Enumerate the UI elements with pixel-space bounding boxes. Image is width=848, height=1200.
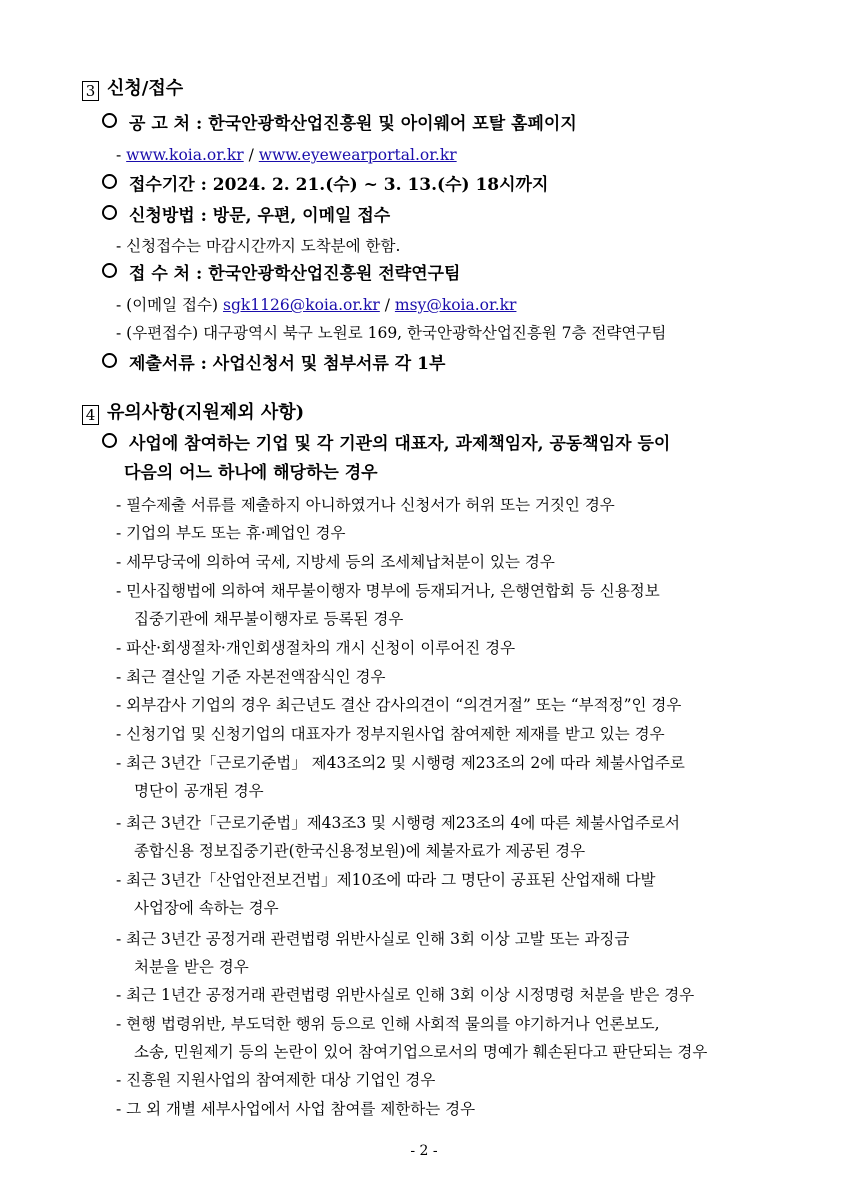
list-item: - 민사집행법에 의하여 채무불이행자 명부에 등재되거나, 은행연합회 등 신용정보 — [116, 582, 660, 600]
list-item: - 최근 3년간 공정거래 관련법령 위반사실로 인해 3회 이상 고발 또는 과징금 — [116, 930, 630, 948]
list-item: - 외부감사 기업의 경우 최근년도 결산 감사의견이 “의견거절” 또는 “부적정”인 경우 — [116, 696, 682, 714]
exclusion-bullet: 사업에 참여하는 기업 및 각 기관의 대표자, 과제책임자, 공동책임자 등이 — [102, 433, 670, 455]
list-item-cont: 종합신용 정보집중기관(한국신용정보원)에 체불자료가 제공된 경우 — [134, 842, 586, 860]
list-item: - 최근 결산일 기준 자본전액잠식인 경우 — [116, 668, 386, 686]
period-item: 접수기간 : 2024. 2. 21.(수) ~ 3. 13.(수) 18시까지 — [102, 174, 548, 196]
docs-item: 제출서류 : 사업신청서 및 첨부서류 각 1부 — [102, 353, 445, 375]
circle-bullet-icon — [102, 263, 117, 278]
circle-bullet-icon — [102, 113, 117, 128]
circle-bullet-icon — [102, 174, 117, 189]
exclusion-bullet-cont: 다음의 어느 하나에 해당하는 경우 — [124, 463, 378, 483]
page-number: - 2 - — [410, 1143, 438, 1159]
list-item: - 현행 법령위반, 부도덕한 행위 등으로 인해 사회적 물의를 야기하거나 언론보도, — [116, 1015, 660, 1033]
list-item: - 최근 3년간「산업안전보건법」제10조에 따라 그 명단이 공표된 산업재해 다발 — [116, 871, 656, 889]
list-item-cont: 처분을 받은 경우 — [134, 958, 249, 976]
method-item: 신청방법 : 방문, 우편, 이메일 접수 — [102, 205, 390, 227]
eyewearportal-link[interactable]: www.eyewearportal.or.kr — [258, 146, 457, 164]
list-item: - 진흥원 지원사업의 참여제한 대상 기업인 경우 — [116, 1071, 436, 1089]
list-item-cont: 명단이 공개된 경우 — [134, 782, 264, 800]
list-item: - 신청기업 및 신청기업의 대표자가 정부지원사업 참여제한 제재를 받고 있는 경우 — [116, 725, 665, 743]
list-item: - 필수제출 서류를 제출하지 아니하였거나 신청서가 허위 또는 거짓인 경우 — [116, 496, 615, 514]
list-item-cont: 사업장에 속하는 경우 — [134, 899, 279, 917]
email-contact: - (이메일 접수) sgk1126@koia.or.kr / msy@koia.or.kr — [116, 296, 517, 314]
list-item: - 최근 3년간「근로기준법」 제43조의2 및 시행령 제23조의 2에 따라 체불사업주로 — [116, 754, 685, 772]
announce-item: 공 고 처 : 한국안광학산업진흥원 및 아이웨어 포탈 홈페이지 — [102, 113, 577, 135]
circle-bullet-icon — [102, 433, 117, 448]
section-3-heading — [82, 78, 183, 101]
circle-bullet-icon — [102, 205, 117, 220]
list-item: - 기업의 부도 또는 휴·폐업인 경우 — [116, 524, 346, 542]
section-title: 유의사항(지원제외 사항) — [107, 402, 305, 423]
list-item: - 최근 1년간 공정거래 관련법령 위반사실로 인해 3회 이상 시정명령 처분을 받은 경우 — [116, 986, 695, 1004]
method-note: - 신청접수는 마감시간까지 도착분에 한함. — [116, 237, 401, 255]
announce-links: - www.koia.or.kr / www.eyewearportal.or.kr — [116, 146, 457, 164]
email-link-msy[interactable]: msy@koia.or.kr — [394, 296, 517, 314]
list-item-cont: 집중기관에 채무불이행자로 등록된 경우 — [134, 610, 404, 628]
contact-item: 접 수 처 : 한국안광학산업진흥원 전략연구팀 — [102, 263, 460, 285]
section-number: 4 — [82, 405, 99, 425]
koia-link[interactable]: www.koia.or.kr — [126, 146, 244, 164]
list-item: - 세무당국에 의하여 국세, 지방세 등의 조세체납처분이 있는 경우 — [116, 553, 555, 571]
list-item: - 그 외 개별 세부사업에서 사업 참여를 제한하는 경우 — [116, 1100, 476, 1118]
section-4-heading — [82, 402, 304, 425]
list-item: - 파산·회생절차·개인회생절차의 개시 신청이 이루어진 경우 — [116, 639, 516, 657]
circle-bullet-icon — [102, 353, 117, 368]
section-title: 신청/접수 — [107, 78, 184, 99]
section-number: 3 — [82, 81, 99, 101]
email-link-sgk[interactable]: sgk1126@koia.or.kr — [222, 296, 380, 314]
post-address: - (우편접수) 대구광역시 북구 노원로 169, 한국안광학산업진흥원 7층 전략연구팀 — [116, 324, 667, 342]
list-item-cont: 소송, 민원제기 등의 논란이 있어 참여기업으로서의 명예가 훼손된다고 판단되는 경우 — [134, 1043, 708, 1061]
list-item: - 최근 3년간「근로기준법」제43조3 및 시행령 제23조의 4에 따른 체불사업주로서 — [116, 814, 680, 832]
